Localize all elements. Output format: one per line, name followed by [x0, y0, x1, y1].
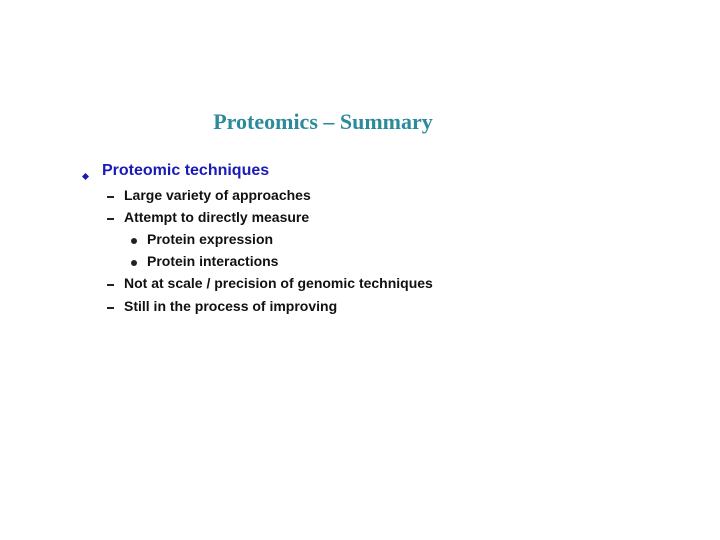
bullet-protein-interactions: Protein interactions	[147, 253, 279, 269]
dash-bullet-icon	[107, 284, 114, 286]
dash-bullet-icon	[107, 307, 114, 309]
bullet-attempt-measure: Attempt to directly measure	[124, 209, 310, 225]
dot-bullet-icon	[131, 238, 137, 244]
bullet-not-at-scale: Not at scale / precision of genomic techniques	[124, 275, 433, 291]
bullet-still-improving: Still in the process of improving	[124, 298, 338, 314]
dash-bullet-icon	[107, 196, 114, 198]
dash-bullet-icon	[107, 218, 114, 220]
dot-bullet-icon	[131, 260, 137, 266]
bullet-protein-expression: Protein expression	[147, 231, 274, 247]
bullet-proteomic-techniques: Proteomic techniques	[102, 162, 270, 179]
slide-title: Proteomics – Summary	[213, 109, 433, 134]
bullet-large-variety: Large variety of approaches	[124, 187, 311, 203]
diamond-shape	[82, 173, 89, 180]
diamond-bullet-icon	[82, 167, 89, 174]
